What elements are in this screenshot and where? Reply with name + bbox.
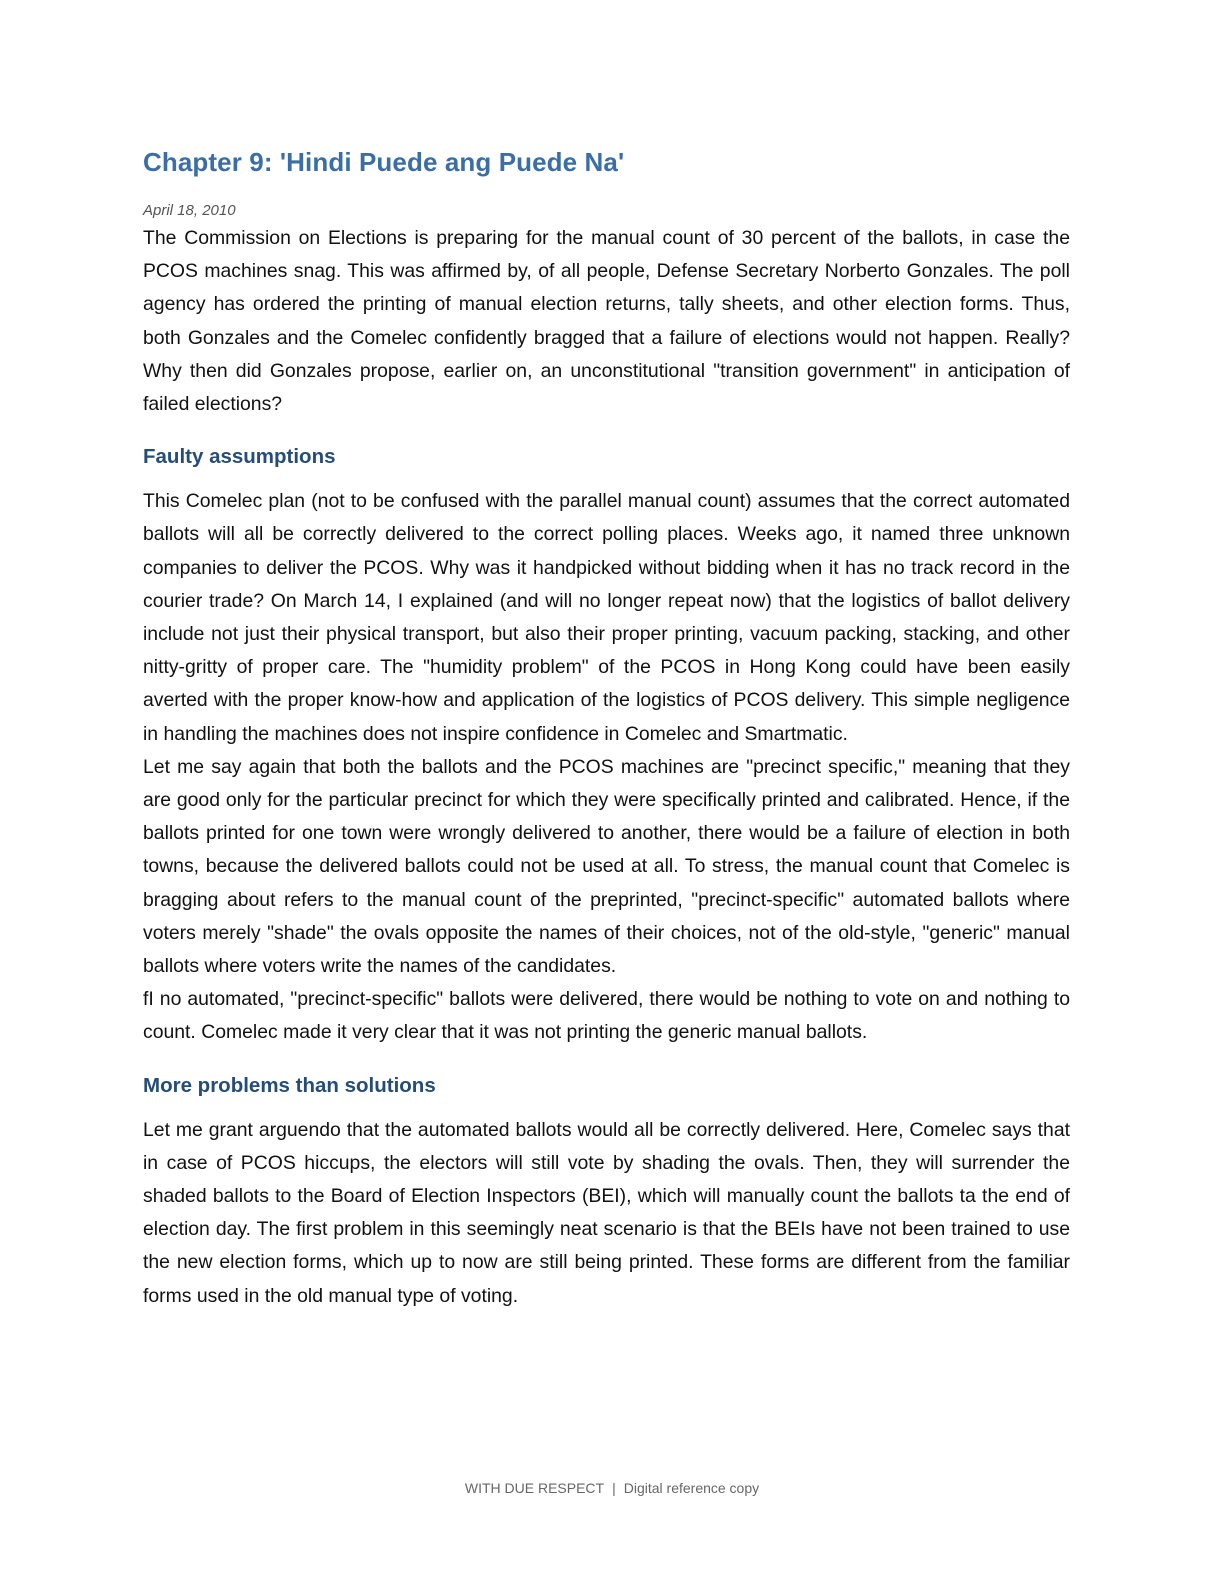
body-paragraph: Let me say again that both the ballots and the PCOS machines are "precinct specific," meaning that they are good only for the particular precinct for which they were specifically printed and calibrated. Hence, if the ballots printed for one town were wrongly delivered to another, there would be a failure of election in both towns, because the delivered ballots could not be used at all. To stress, the manual count that Comelec is bragging about refers to the manual count of the preprinted, "precinct-specific" automated ballots where voters merely "shade" the ovals opposite the names of their choices, not of the old-style, "generic" manual ballots where voters write the names of the candidates. bbox=[143, 755, 1070, 978]
publication-date: April 18, 2010 bbox=[143, 202, 236, 219]
body-paragraph: fI no automated, "precinct-specific" ballots were delivered, there would be nothing to vote on and nothing to count. Comelec made it very clear that it was not printing the generic manual ballots. bbox=[143, 988, 1070, 1044]
body-paragraph: This Comelec plan (not to be confused with the parallel manual count) assumes that the correct automated ballots will all be correctly delivered to the correct polling places. Weeks ago, it named three unknown companies to deliver the PCOS. Why was it handpicked without bidding when it has no track record in the courier trade? On March 14, I explained (and will no longer repeat now) that the logistics of ballot delivery include not just their physical transport, but also their proper printing, vacuum packing, stacking, and other nitty-gritty of proper care. The "humidity problem" of the PCOS in Hong Kong could have been easily averted with the proper know-how and application of the logistics of PCOS delivery. This simple negligence in handling the machines does not inspire confidence in Comelec and Smartmatic. bbox=[143, 490, 1070, 745]
chapter-title: Chapter 9: 'Hindi Puede ang Puede Na' bbox=[143, 147, 625, 177]
footer-note: Digital reference copy bbox=[623, 1480, 760, 1496]
body-paragraph: Let me grant arguendo that the automated ballots would all be correctly delivered. Here, Comelec says that in case of PCOS hiccups, the electors will still vote by shading the ovals. Then, they will surrender the shaded ballots to the Board of Election Inspectors (BEI), which will manually count the ballots ta the end of election day. The first problem in this seemingly neat scenario is that the BEIs have not been trained to use the new election forms, which up to now are still being printed. These forms are different from the familiar forms used in the old manual type of voting. bbox=[143, 1118, 1070, 1307]
footer-book-title: WITH DUE RESPECT bbox=[464, 1480, 605, 1496]
footer-separator: | bbox=[612, 1480, 616, 1496]
document-page bbox=[143, 140, 1070, 1313]
intro-paragraph: The Commission on Elections is preparing for the manual count of 30 percent of the ballots, in case the PCOS machines snag. This was affirmed by, of all people, Defense Secretary Norberto Gonzales. The poll agency has ordered the printing of manual election returns, tally sheets, and other election forms. Thus, both Gonzales and the Comelec confidently bragged that a failure of elections would not happen. Really? Why then did Gonzales propose, earlier on, an unconstitutional "transition government" in anticipation of failed elections? bbox=[143, 227, 1070, 416]
section-heading-faulty-assumptions: Faulty assumptions bbox=[143, 445, 336, 469]
page-footer bbox=[0, 1478, 1224, 1498]
section-heading-more-problems: More problems than solutions bbox=[143, 1073, 436, 1097]
